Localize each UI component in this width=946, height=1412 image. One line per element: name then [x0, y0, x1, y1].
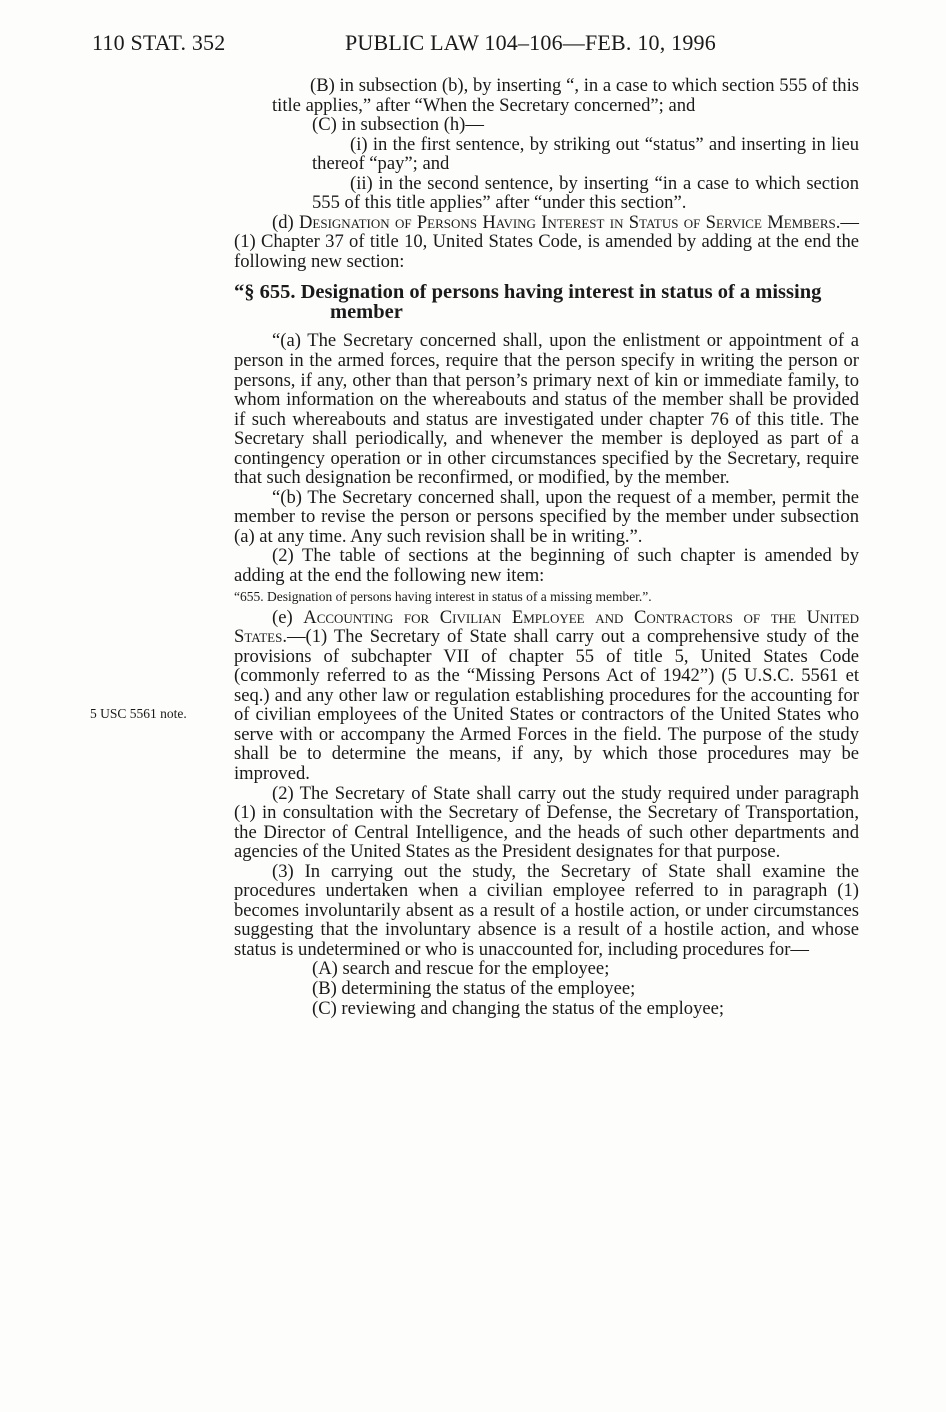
table-of-sections-item: “655. Designation of persons having interest in status of a missing member.”. [234, 588, 652, 604]
subsection-e-3: (3) In carrying out the study, the Secretary of State shall examine the procedures undertaken when a civilian employee referred to in paragraph (1) becomes involuntarily absent as a result of a hostile action, or under circumstances suggesting that the involuntary absence is a result of a hostile action, and whose status is undetermined or who is unaccounted for, including procedures for— [234, 860, 859, 960]
subsection-e-2: (2) The Secretary of State shall carry out the study required under paragraph (1) in consultation with the Secretary of Defense, the Secretary of Transportation, the Director of Central Intelligence, and the heads of such other departments and agencies of the United States as the President designates for that purpose. [234, 782, 859, 863]
paragraph-c-subsection: (C) in subsection (h)— [312, 114, 484, 136]
section-655-heading: “§ 655. Designation of persons having interest in status of a missing member [234, 281, 822, 324]
statute-page-number: 110 STAT. 352 [92, 30, 226, 55]
page-header [92, 30, 876, 62]
subsection-d-lead: (d) [272, 211, 299, 233]
law-text-body [234, 76, 859, 1018]
section-655-b: “(b) The Secretary concerned shall, upon the request of a member, permit the member to revise the person or persons specified by the member under subsection (a) at any time. Any such revision shall be in writing.”. [234, 486, 859, 547]
list-item: (B) determining the status of the employee; [312, 977, 636, 999]
subsection-e-text: .—(1) The Secretary of State shall carry out a comprehensive study of the provisions of subchapter VII of chapter 55 of title 5, United States Code (commonly referred to as the “Missing Persons Act of 1942”) (5 U.S.C. 5561 et seq.) and any other law or regulation establishing procedures for the accounting for of civilian employees of the United States or contractors of the United States who serve with or accompany the Armed Forces in the field. The purpose of the study shall be to determine the means, if any, by which those procedures may be improved. [234, 626, 859, 784]
subsection-d-heading: Designation of Persons Having Interest in Status of Service Members [298, 211, 836, 233]
paragraph-b-subsection: (B) in subsection (b), by inserting “, in a case to which section 555 of this title applies,” after “When the Secretary concerned”; and [272, 75, 859, 116]
clause-c-ii: (ii) in the second sentence, by inserting “in a case to which section 555 of this title applies” after “under this section”. [312, 172, 859, 214]
subsection-e [234, 608, 859, 784]
clause-c-i: (i) in the first sentence, by striking out “status” and inserting in lieu thereof “pay”; and [312, 133, 859, 175]
subsection-d [234, 213, 859, 272]
subsection-d-text: .—(1) Chapter 37 of title 10, United States Code, is amended by adding at the end the following new section: [234, 211, 859, 272]
list-item: (A) search and rescue for the employee; [312, 958, 610, 980]
public-law-citation: PUBLIC LAW 104–106—FEB. 10, 1996 [345, 30, 716, 55]
procedures-list [234, 959, 859, 1018]
section-655-a: “(a) The Secretary concerned shall, upon the enlistment or appointment of a person in the armed forces, require that the person specify in writing the person or persons, if any, other than that person’s primary next of kin or immediate family, to whom information on the whereabouts and status of the member shall be provided if such whereabouts and status are investigated under chapter 76 of this title. The Secretary shall periodically, and whenever the member is deployed as part of a contingency operation or in other circumstances specified by the Secretary, require that such designation be reconfirmed, or modified, by the member. [234, 330, 859, 489]
margin-note: 5 USC 5561 note. [90, 706, 187, 721]
subsection-d-2: (2) The table of sections at the beginning of such chapter is amended by adding at the end the following new item: [234, 545, 859, 587]
subsection-e-lead: (e) [272, 606, 304, 628]
list-item: (C) reviewing and changing the status of the employee; [312, 997, 725, 1019]
subsection-e-heading: Accounting for Civilian Employee and Contractors of the United States [234, 606, 859, 648]
